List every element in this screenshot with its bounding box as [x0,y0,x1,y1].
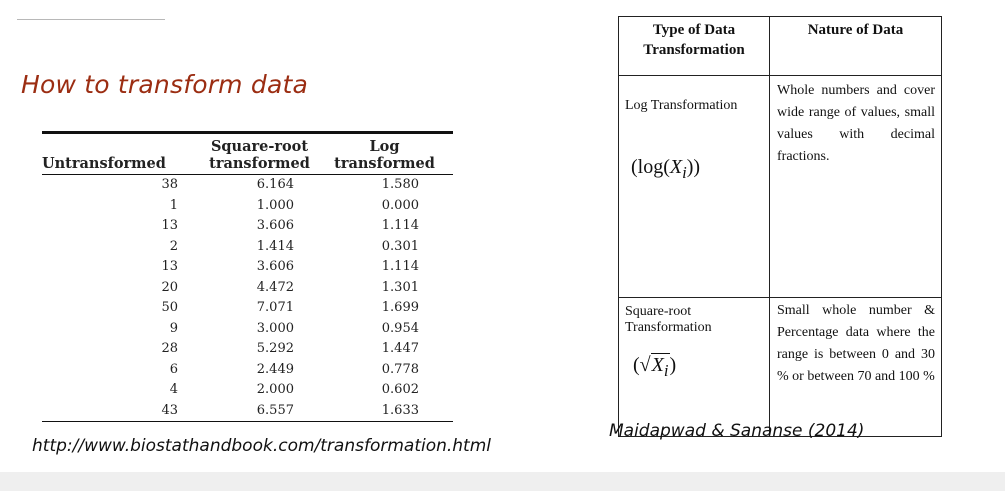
cell-log: 0.602 [381,382,419,397]
cell-sqrt: 3.606 [256,259,294,274]
bottom-band [0,472,1005,491]
cell-sqrt: 7.071 [256,300,294,315]
header-nature-of-data: Nature of Data [770,17,942,76]
cell-untransformed: 13 [161,218,178,233]
cell-log: 0.000 [381,197,419,213]
sqrt-formula: $(√X_i)$ [633,354,677,380]
cell-untransformed: 6 [169,361,178,377]
cell-sqrt: 1.414 [256,238,294,254]
cell-sqrt: 6.164 [256,177,294,192]
cell-log: 1.699 [381,300,419,315]
slide-title: How to transform data [21,70,308,99]
table-row [42,237,453,258]
cell-untransformed: 28 [161,341,178,356]
cell-log: 1.633 [381,402,419,418]
cell-untransformed: 2 [169,238,178,254]
log-transformation-row [619,76,942,298]
table-row [42,401,453,422]
cell-untransformed: 43 [161,402,178,418]
data-nature-table [618,16,942,437]
cell-untransformed: 50 [161,300,178,315]
sqrt-nature-cell: Small whole number & Percentage data where the range is between 0 and 30 % or between 70 and 100 % [770,298,942,437]
cell-sqrt: 2.449 [256,361,294,377]
cell-log: 1.114 [381,259,419,274]
header-square-root: Square-root transformed [209,138,310,172]
sqrt-transformation-row [619,298,942,437]
cell-sqrt: 6.557 [256,402,294,418]
transformation-example-table [42,131,453,422]
top-divider [17,19,165,20]
table-row [42,196,453,217]
cell-log: 0.778 [381,361,419,377]
cell-sqrt: 3.606 [256,218,294,233]
log-formula: $(\log(X_i))$ [631,156,701,182]
log-type-label: Log Transformation [625,98,738,113]
log-nature-cell: Whole numbers and cover wide range of values, small values with decimal fractions. [770,76,942,298]
cell-sqrt: 3.000 [256,320,294,336]
cell-log: 1.580 [381,177,419,192]
table-row [42,216,453,237]
cell-log: 1.301 [381,279,419,295]
cell-untransformed: 1 [169,197,178,213]
header-untransformed: Untransformed [42,155,166,172]
table-row [42,278,453,299]
table-row [42,339,453,360]
cell-sqrt: 1.000 [256,197,294,213]
cell-log: 0.301 [381,238,419,254]
table-row [42,175,453,196]
table-row [42,298,453,319]
table-row [42,257,453,278]
header-log: Log transformed [334,138,435,172]
table-row [42,380,453,401]
cell-log: 1.114 [381,218,419,233]
table-row [42,319,453,340]
sqrt-type-label: Square-root Transformation [625,304,712,335]
cell-untransformed: 38 [161,177,178,192]
cell-untransformed: 20 [161,279,178,295]
log-type-cell [619,76,770,298]
source-url: http://www.biostathandbook.com/transformation.html [32,436,492,456]
cell-sqrt: 5.292 [256,341,294,356]
citation: Maidapwad & Sananse (2014) [609,421,865,441]
cell-log: 1.447 [381,341,419,356]
sqrt-type-cell [619,298,770,437]
cell-sqrt: 4.472 [256,279,294,295]
cell-sqrt: 2.000 [256,382,294,397]
table-row [42,360,453,381]
header-type-of-transformation: Type of Data Transformation [619,17,770,76]
cell-untransformed: 13 [161,259,178,274]
nature-table-header-row [619,17,942,76]
cell-untransformed: 9 [169,320,178,336]
cell-log: 0.954 [381,320,419,336]
table-header-row [42,133,453,175]
cell-untransformed: 4 [169,382,178,397]
table-body [42,175,453,422]
